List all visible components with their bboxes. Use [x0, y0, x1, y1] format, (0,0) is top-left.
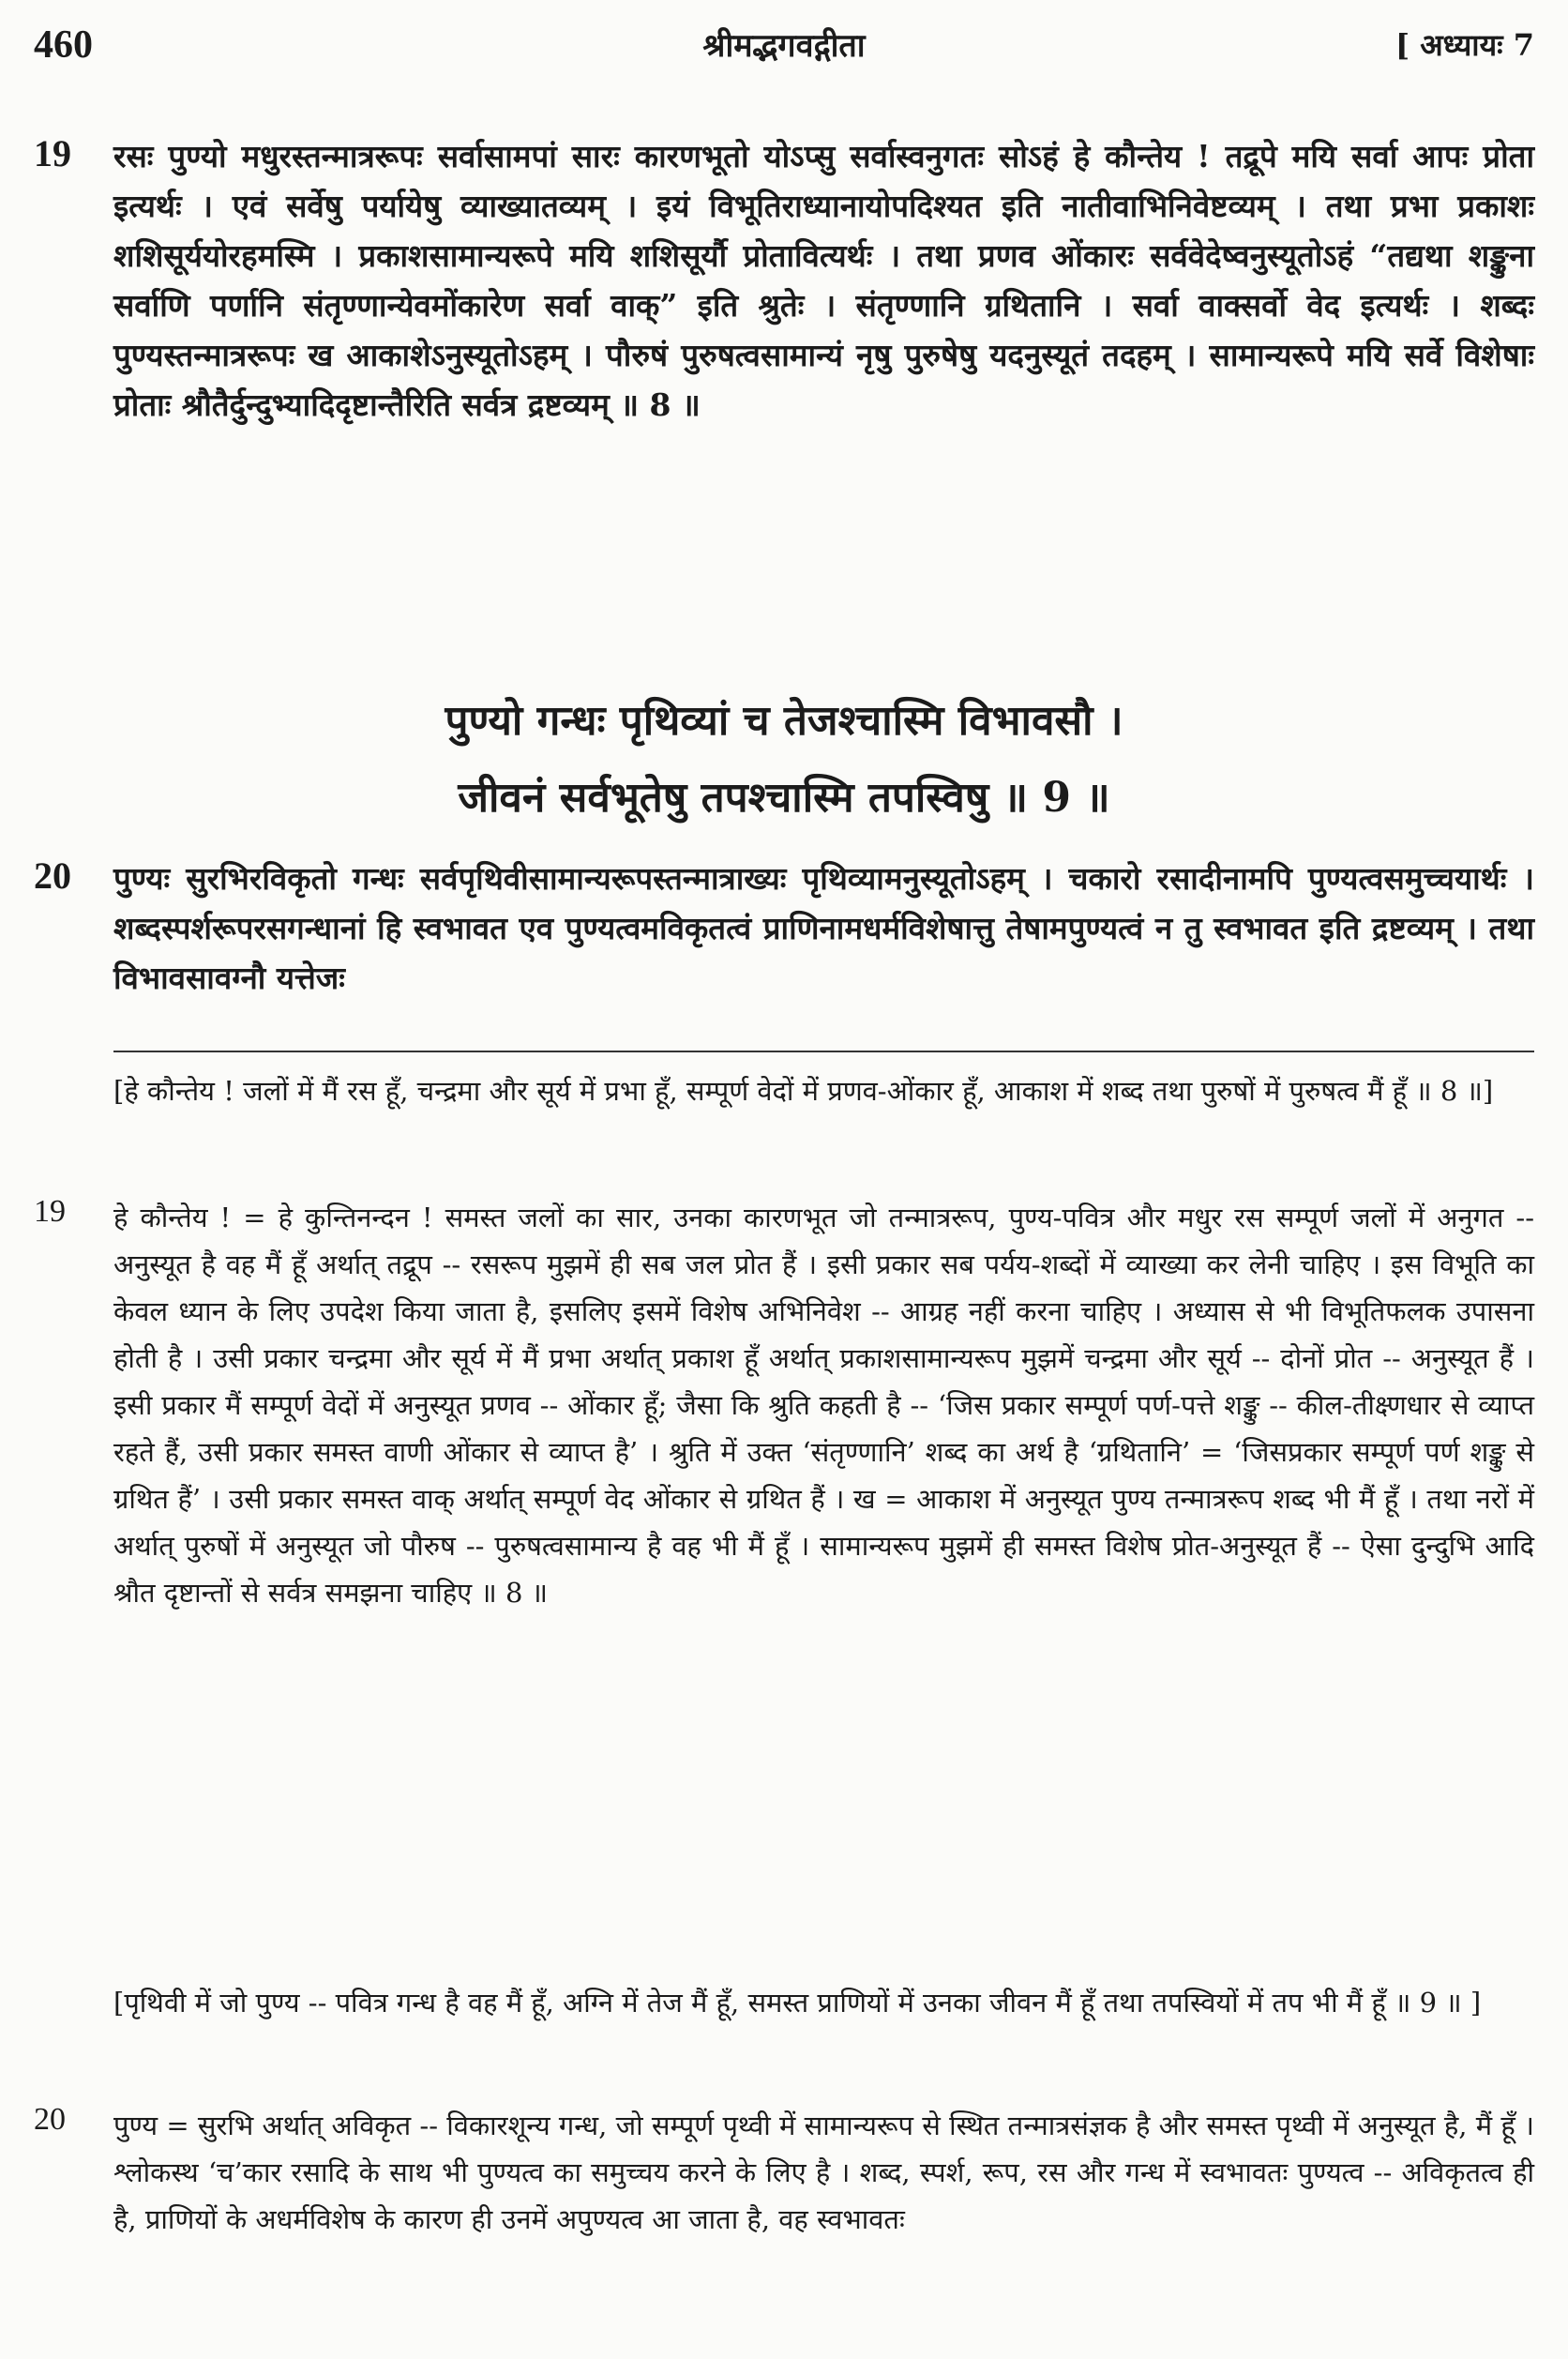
hindi-commentary-20: [34, 2102, 1534, 2346]
paragraph-text: पुण्यः सुरभिरविकृतो गन्धः सर्वपृथिवीसामान्यरूपस्तन्मात्राख्यः पृथिव्यामनुस्यूतोऽहम् । चकारो रसादीनामपि पुण्यत्वसमुच्चयार्थः । शब्दस्पर्शरूपरसगन्धानां हि स्वभावत एव पुण्यत्वमविकृतत्वं प्राणिनामधर्मविशेषात्तु तेषामपुण्यत्वं न तु स्वभावत इति द्रष्टव्यम् । तथा विभावसावग्नौ यत्तेजः: [113, 860, 1534, 996]
page-header: [34, 23, 1534, 79]
hindi-translation-9: [पृथिवी में जो पुण्य -- पवित्र गन्ध है वह मैं हूँ, अग्नि में तेज मैं हूँ, समस्त प्राणियों में उनका जीवन मैं हूँ तथा तपस्वियों में तप भी मैं हूँ ॥ 9 ॥ ]: [113, 1987, 1482, 2019]
paragraph-number: 19: [34, 1194, 66, 1229]
page-number: 460: [34, 23, 93, 67]
hindi-translation-8: [हे कौन्तेय ! जलों में मैं रस हूँ, चन्द्रमा और सूर्य में प्रभा हूँ, सम्पूर्ण वेदों में प्रणव-ओंकार हूँ, आकाश में शब्द तथा पुरुषों में पुरुषत्व मैं हूँ ॥ 8 ॥]: [113, 1075, 1494, 1107]
sanskrit-commentary-19: [34, 131, 1534, 657]
verse-line: पुण्यो गन्धः पृथिव्यां च तेजश्चास्मि विभावसौ ।: [445, 697, 1123, 745]
section-divider: [113, 1051, 1534, 1052]
paragraph-number: 20: [34, 2102, 66, 2137]
verse-line: जीवनं सर्वभूतेषु तपश्चास्मि तपस्विषु ॥ 9 ॥: [458, 774, 1110, 822]
running-title: श्रीमद्भगवद्गीता: [702, 27, 866, 65]
hindi-commentary-19: [34, 1194, 1534, 1944]
sanskrit-commentary-20: [34, 854, 1534, 1052]
paragraph-text: हे कौन्तेय ! = हे कुन्तिनन्दन ! समस्त जलों का सार, उनका कारणभूत जो तन्मात्ररूप, पुण्य-पवित्र और मधुर रस सम्पूर्ण जलों में अनुगत -- अनुस्यूत है वह मैं हूँ अर्थात् तद्रूप -- रसरूप मुझमें ही सब जल प्रोत हैं । इसी प्रकार सब पर्यय-शब्दों में व्याख्या कर लेनी चाहिए । इस विभूति का केवल ध्यान के लिए उपदेश किया जाता है, इसलिए इसमें विशेष अभिनिवेश -- आग्रह नहीं करना चाहिए । अध्यास से भी विभूतिफलक उपासना होती है । उसी प्रकार चन्द्रमा और सूर्य में मैं प्रभा अर्थात् प्रकाश हूँ अर्थात् प्रकाशसामान्यरूप मुझमें चन्द्रमा और सूर्य -- दोनों प्रोत -- अनुस्यूत हैं । इसी प्रकार मैं सम्पूर्ण वेदों में अनुस्यूत प्रणव -- ओंकार हूँ; जैसा कि श्रुति कहती है -- ‘जिस प्रकार सम्पूर्ण पर्ण-पत्ते शङ्कु -- कील-तीक्ष्णधार से व्याप्त रहते हैं, उसी प्रकार समस्त वाणी ओंकार से व्याप्त है’ । श्रुति में उक्त ‘संतृण्णानि’ शब्द का अर्थ है ‘ग्रथितानि’ = ‘जिसप्रकार सम्पूर्ण पर्ण शङ्कु से ग्रथित हैं’ । उसी प्रकार समस्त वाक् अर्थात् सम्पूर्ण वेद ओंकार से ग्रथित हैं । ख = आकाश में अनुस्यूत पुण्य तन्मात्ररूप शब्द भी मैं हूँ । तथा नरों में अर्थात् पुरुषों में अनुस्यूत जो पौरुष -- पुरुषत्वसामान्य है वह भी मैं हूँ । सामान्यरूप मुझमें ही समस्त विशेष प्रोत-अनुस्यूत हैं -- ऐसा दुन्दुभि आदि श्रौत दृष्टान्तों से सर्वत्र समझना चाहिए ॥ 8 ॥: [113, 1202, 1534, 1609]
paragraph-text: रसः पुण्यो मधुरस्तन्मात्ररूपः सर्वासामपां सारः कारणभूतो योऽप्सु सर्वास्वनुगतः सोऽहं हे कौन्तेय ! तद्रूपे मयि सर्वा आपः प्रोता इत्यर्थः । एवं सर्वेषु पर्यायेषु व्याख्यातव्यम् । इयं विभूतिराध्यानायोपदिश्यत इति नातीवाभिनिवेष्टव्यम् । तथा प्रभा प्रकाशः शशिसूर्ययोरहमस्मि । प्रकाशसामान्यरूपे मयि शशिसूर्यौ प्रोतावित्यर्थः । तथा प्रणव ओंकारः सर्ववेदेष्वनुस्यूतोऽहं “तद्यथा शङ्कुना सर्वाणि पर्णानि संतृण्णान्येवमोंकारेण सर्वा वाक्” इति श्रुतेः । संतृण्णानि ग्रथितानि । सर्वा वाक्सर्वो वेद इत्यर्थः । शब्दः पुण्यस्तन्मात्ररूपः ख आकाशेऽनुस्यूतोऽहम् । पौरुषं पुरुषत्वसामान्यं नृषु पुरुषेषु यदनुस्यूतं तदहम् । सामान्यरूपे मयि सर्वे विशेषाः प्रोताः श्रौतैर्दुन्दुभ्यादिदृष्टान्तैरिति सर्वत्र द्रष्टव्यम् ॥ 8 ॥: [113, 138, 1534, 423]
paragraph-number: 20: [34, 854, 71, 897]
paragraph-number: 19: [34, 132, 71, 174]
chapter-label: [ अध्यायः 7: [1395, 27, 1534, 63]
verse-9: [34, 683, 1534, 837]
paragraph-text: पुण्य = सुरभि अर्थात् अविकृत -- विकारशून्य गन्ध, जो सम्पूर्ण पृथ्वी में सामान्यरूप से स्थित तन्मात्रसंज्ञक है और समस्त पृथ्वी में अनुस्यूत है, मैं हूँ । श्लोकस्थ ‘च’कार रसादि के साथ भी पुण्यत्व का समुच्चय करने के लिए है । शब्द, स्पर्श, रूप, रस और गन्ध में स्वभावतः पुण्यत्व -- अविकृतत्व ही है, प्राणियों के अधर्मविशेष के कारण ही उनमें अपुण्यत्व आ जाता है, वह स्वभावतः: [113, 2109, 1534, 2235]
